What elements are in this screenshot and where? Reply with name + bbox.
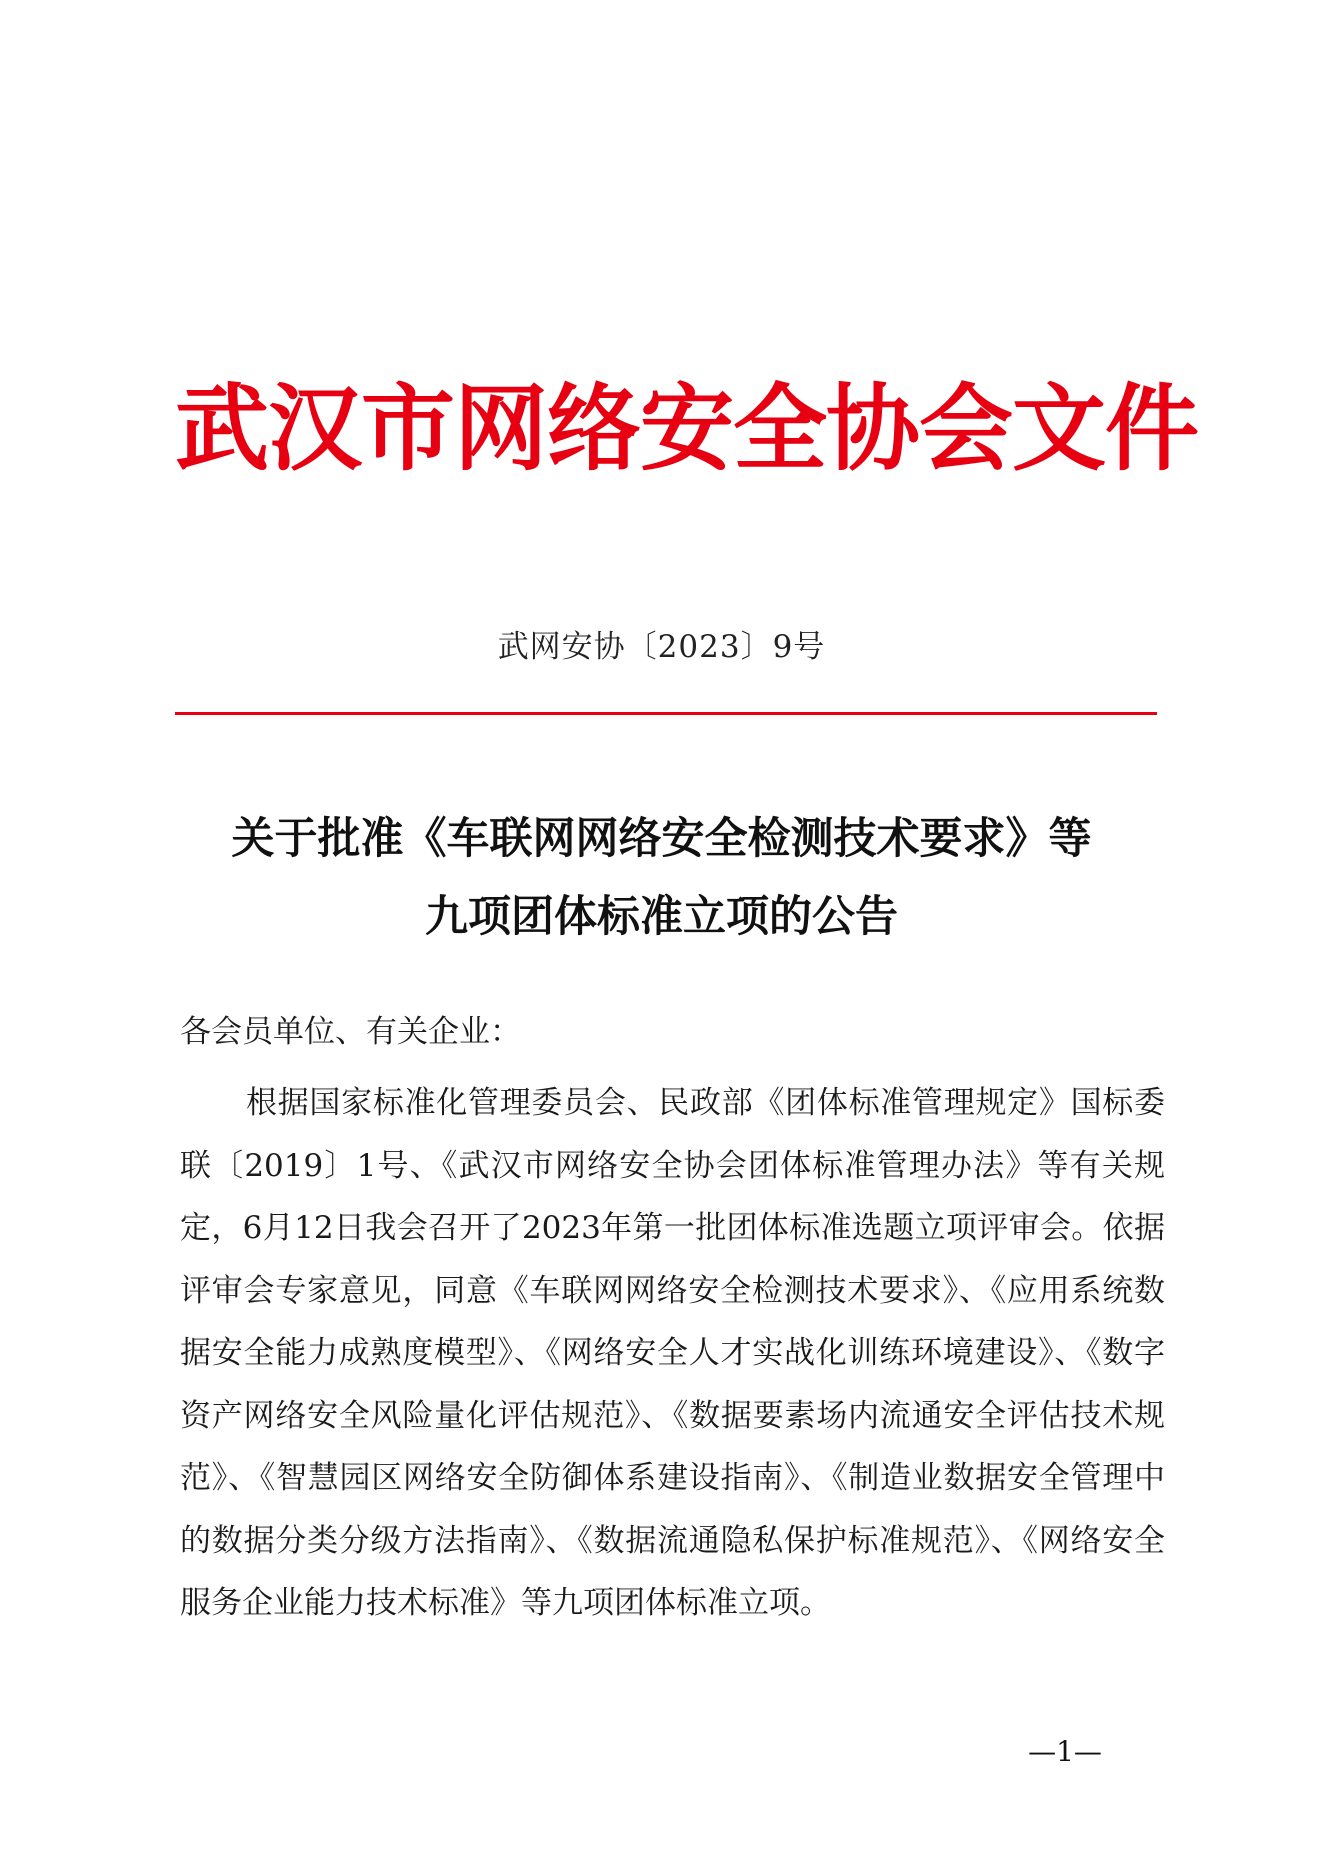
red-divider-rule — [175, 712, 1157, 715]
page-number: —1— — [1028, 1735, 1102, 1768]
announcement-title-line-1: 关于批准《车联网网络安全检测技术要求》等 — [231, 814, 1092, 864]
body-paragraph: 根据国家标准化管理委员会、民政部《团体标准管理规定》国标委联〔2019〕1号、《武汉市网络安全协会团体标准管理办法》等有关规定，6月12日我会召开了2023年第一批团体标准选题立项评审会。依据评审会专家意见，同意《车联网网络安全检测技术要求》、《应用系统数据安全能力成熟度模型》、《网络安全人才实战化训练环境建设》、《数字资产网络安全风险量化评估规范》、《数据要素场内流通安全评估技术规范》、《智慧园区网络安全防御体系建设指南》、《制造业数据安全管理中的数据分类分级方法指南》、《数据流通隐私保护标准规范》、《网络安全服务企业能力技术标准》等九项团体标准立项。 — [180, 1085, 1165, 1621]
announcement-title-line-2: 九项团体标准立项的公告 — [425, 892, 898, 942]
document-number: 武网安协〔2023〕9号 — [497, 629, 826, 665]
salutation: 各会员单位、有关企业： — [180, 1014, 521, 1050]
announcement-title — [160, 800, 1163, 956]
masthead-title: 武汉市网络安全协会文件 — [175, 375, 1199, 484]
